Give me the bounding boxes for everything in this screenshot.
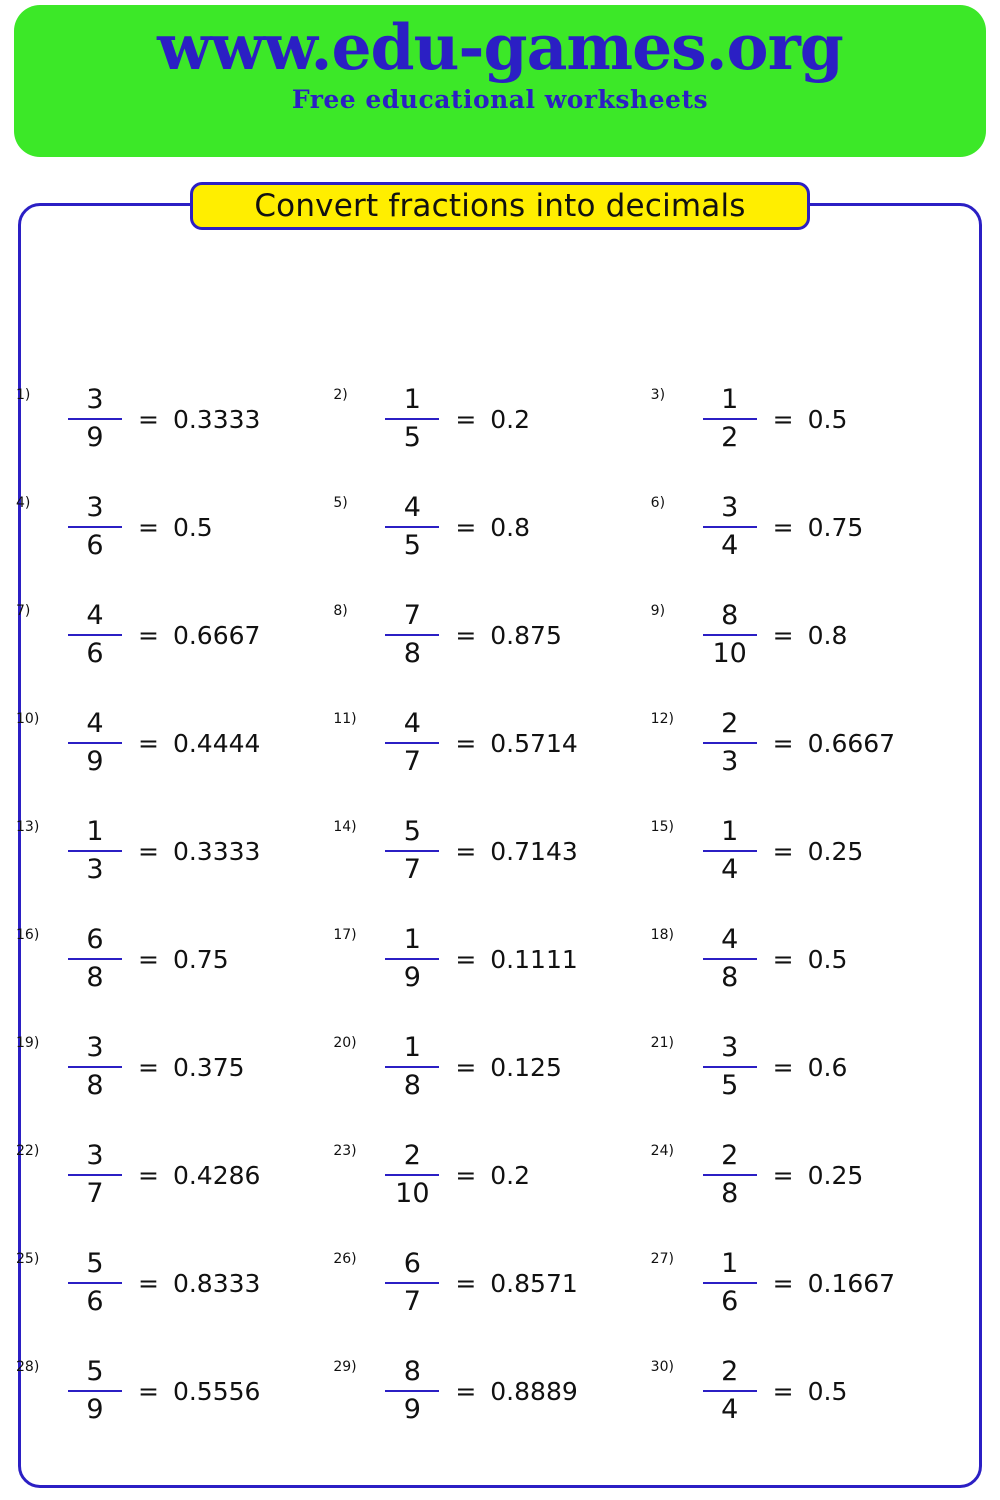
fraction-denominator: 9 — [403, 961, 421, 993]
fraction — [68, 1034, 122, 1100]
fraction — [703, 1034, 757, 1100]
problem-index: 4) — [16, 495, 31, 511]
fraction-numerator: 1 — [403, 1032, 421, 1064]
problem-index: 8) — [333, 603, 348, 619]
problem-item — [641, 1121, 958, 1229]
fraction — [385, 926, 439, 992]
answer-value: 0.875 — [490, 620, 562, 650]
fraction-denominator: 4 — [721, 1393, 739, 1425]
problem-index: 6) — [650, 495, 666, 511]
fraction — [385, 1358, 439, 1424]
fraction-numerator: 2 — [721, 1140, 739, 1172]
problem-item — [323, 689, 640, 797]
problem-item — [323, 1337, 640, 1445]
fraction-denominator: 9 — [86, 1393, 104, 1425]
equals-sign: = — [772, 512, 794, 542]
fraction-denominator: 10 — [395, 1177, 430, 1209]
fraction-numerator: 3 — [721, 492, 739, 524]
answer-value: 0.6667 — [807, 728, 896, 758]
problem-index: 17) — [333, 927, 357, 943]
fraction-denominator: 10 — [712, 637, 747, 669]
equals-sign: = — [772, 620, 794, 650]
fraction-numerator: 1 — [721, 816, 739, 848]
equals-sign: = — [772, 1052, 794, 1082]
fraction — [385, 710, 439, 776]
equals-sign: = — [772, 404, 794, 434]
fraction-bar — [703, 418, 757, 420]
problem-index: 20) — [333, 1035, 357, 1051]
site-subtitle: Free educational worksheets — [291, 85, 709, 115]
problem-index: 18) — [650, 927, 674, 943]
fraction-bar — [703, 958, 757, 960]
fraction-bar — [68, 1390, 122, 1392]
problem-item — [323, 1121, 640, 1229]
fraction-numerator: 1 — [721, 1248, 739, 1280]
fraction-denominator: 5 — [721, 1069, 739, 1101]
fraction-numerator: 1 — [721, 384, 739, 416]
problem-index: 29) — [333, 1359, 357, 1375]
problem-index: 11) — [333, 711, 357, 727]
equals-sign: = — [455, 836, 477, 866]
fraction-bar — [385, 1066, 439, 1068]
answer-value: 0.8 — [490, 512, 531, 542]
fraction-denominator: 8 — [86, 961, 104, 993]
fraction-bar — [385, 850, 439, 852]
problem-index: 28) — [16, 1359, 40, 1375]
answer-value: 0.2 — [490, 404, 531, 434]
problem-index: 26) — [333, 1251, 357, 1267]
fraction-numerator: 5 — [403, 816, 421, 848]
fraction-numerator: 3 — [86, 1032, 104, 1064]
answer-value: 0.5 — [807, 944, 848, 974]
fraction-numerator: 3 — [721, 1032, 739, 1064]
equals-sign: = — [138, 836, 159, 866]
fraction-numerator: 8 — [721, 600, 739, 632]
fraction — [68, 818, 122, 884]
problem-index: 22) — [16, 1143, 40, 1159]
problem-item — [641, 581, 958, 689]
fraction-bar — [68, 526, 122, 528]
fraction-denominator: 3 — [721, 745, 739, 777]
fraction-numerator: 1 — [403, 924, 421, 956]
equals-sign: = — [455, 1268, 477, 1298]
fraction-bar — [703, 742, 757, 744]
fraction-bar — [385, 418, 439, 420]
fraction — [703, 386, 757, 452]
problem-index: 19) — [16, 1035, 40, 1051]
problem-index: 3) — [650, 387, 666, 403]
problem-grid — [0, 365, 964, 1445]
fraction-denominator: 4 — [721, 853, 739, 885]
fraction-bar — [68, 418, 122, 420]
problem-item — [641, 1337, 958, 1445]
answer-value: 0.8571 — [490, 1268, 578, 1298]
problem-item — [6, 689, 323, 797]
equals-sign: = — [772, 944, 794, 974]
fraction-denominator: 8 — [403, 1069, 421, 1101]
equals-sign: = — [138, 1268, 159, 1298]
answer-value: 0.5556 — [172, 1376, 261, 1406]
problem-item — [641, 473, 958, 581]
fraction-bar — [68, 1174, 122, 1176]
equals-sign: = — [138, 620, 159, 650]
problem-item — [323, 365, 640, 473]
equals-sign: = — [455, 728, 477, 758]
problem-index: 9) — [650, 603, 666, 619]
fraction-denominator: 6 — [86, 1285, 104, 1317]
equals-sign: = — [138, 404, 159, 434]
fraction-bar — [703, 526, 757, 528]
problem-item — [641, 1229, 958, 1337]
site-banner — [14, 5, 986, 157]
fraction-bar — [68, 1282, 122, 1284]
problem-index: 25) — [16, 1251, 40, 1267]
fraction-bar — [385, 1282, 439, 1284]
fraction — [703, 494, 757, 560]
fraction-bar — [385, 526, 439, 528]
problem-index: 5) — [333, 495, 348, 511]
fraction — [703, 1358, 757, 1424]
problem-index: 30) — [650, 1359, 674, 1375]
answer-value: 0.75 — [172, 944, 229, 974]
fraction-denominator: 9 — [403, 1393, 421, 1425]
problem-item — [323, 797, 640, 905]
answer-value: 0.2 — [490, 1160, 531, 1190]
answer-value: 0.5714 — [490, 728, 578, 758]
fraction — [68, 926, 122, 992]
fraction-denominator: 5 — [403, 421, 421, 453]
fraction-denominator: 6 — [86, 529, 104, 561]
fraction — [385, 386, 439, 452]
fraction-bar — [68, 634, 122, 636]
fraction-numerator: 1 — [403, 384, 421, 416]
problem-index: 12) — [650, 711, 674, 727]
problem-item — [323, 581, 640, 689]
fraction-numerator: 4 — [403, 708, 421, 740]
worksheet-title: Convert fractions into decimals — [254, 188, 746, 224]
answer-value: 0.6 — [807, 1052, 848, 1082]
fraction-bar — [385, 958, 439, 960]
answer-value: 0.3333 — [172, 404, 261, 434]
fraction-bar — [385, 1390, 439, 1392]
fraction-denominator: 7 — [403, 1285, 421, 1317]
fraction-numerator: 1 — [86, 816, 104, 848]
fraction — [68, 494, 122, 560]
problem-item — [641, 365, 958, 473]
problem-item — [641, 689, 958, 797]
fraction — [385, 818, 439, 884]
equals-sign: = — [138, 512, 159, 542]
answer-value: 0.6667 — [172, 620, 261, 650]
problem-item — [6, 1337, 323, 1445]
equals-sign: = — [455, 1160, 477, 1190]
problem-index: 15) — [650, 819, 674, 835]
fraction-denominator: 6 — [86, 637, 104, 669]
fraction-bar — [385, 634, 439, 636]
fraction-numerator: 2 — [721, 708, 739, 740]
fraction-bar — [68, 958, 122, 960]
problem-item — [323, 473, 640, 581]
problem-index: 2) — [333, 387, 348, 403]
fraction-denominator: 4 — [721, 529, 739, 561]
problem-index: 24) — [650, 1143, 674, 1159]
problem-item — [641, 797, 958, 905]
problem-item — [641, 905, 958, 1013]
answer-value: 0.75 — [807, 512, 864, 542]
equals-sign: = — [138, 728, 159, 758]
fraction-denominator: 8 — [721, 1177, 739, 1209]
equals-sign: = — [138, 1052, 159, 1082]
answer-value: 0.3333 — [172, 836, 261, 866]
answer-value: 0.5 — [807, 1376, 848, 1406]
fraction-numerator: 2 — [403, 1140, 421, 1172]
fraction — [703, 818, 757, 884]
fraction-denominator: 9 — [86, 421, 104, 453]
fraction — [68, 386, 122, 452]
equals-sign: = — [772, 1268, 794, 1298]
fraction — [703, 926, 757, 992]
answer-value: 0.8333 — [172, 1268, 261, 1298]
fraction-numerator: 2 — [721, 1356, 739, 1388]
fraction-denominator: 8 — [403, 637, 421, 669]
equals-sign: = — [138, 944, 159, 974]
answer-value: 0.8 — [807, 620, 848, 650]
fraction — [385, 1142, 439, 1208]
problem-item — [6, 797, 323, 905]
fraction-numerator: 3 — [86, 384, 104, 416]
equals-sign: = — [455, 404, 477, 434]
answer-value: 0.25 — [807, 836, 864, 866]
equals-sign: = — [455, 620, 477, 650]
fraction-numerator: 5 — [86, 1248, 104, 1280]
problem-item — [6, 1121, 323, 1229]
fraction-numerator: 7 — [403, 600, 421, 632]
fraction — [68, 710, 122, 776]
site-title: www.edu-games.org — [157, 10, 843, 84]
fraction-bar — [68, 742, 122, 744]
fraction-denominator: 7 — [86, 1177, 104, 1209]
fraction-bar — [68, 850, 122, 852]
answer-value: 0.125 — [490, 1052, 562, 1082]
fraction — [385, 494, 439, 560]
problem-index: 21) — [650, 1035, 674, 1051]
fraction-denominator: 5 — [403, 529, 421, 561]
equals-sign: = — [455, 944, 477, 974]
problem-item — [641, 1013, 958, 1121]
problem-item — [6, 581, 323, 689]
answer-value: 0.1111 — [490, 944, 578, 974]
fraction-bar — [68, 1066, 122, 1068]
fraction — [703, 1250, 757, 1316]
fraction — [68, 1142, 122, 1208]
problem-item — [323, 905, 640, 1013]
fraction-numerator: 4 — [86, 600, 104, 632]
problem-item — [323, 1013, 640, 1121]
fraction-bar — [703, 1282, 757, 1284]
problem-index: 27) — [650, 1251, 674, 1267]
answer-value: 0.5 — [172, 512, 213, 542]
fraction-numerator: 4 — [721, 924, 739, 956]
equals-sign: = — [455, 1052, 477, 1082]
fraction-numerator: 5 — [86, 1356, 104, 1388]
fraction-denominator: 7 — [403, 745, 421, 777]
equals-sign: = — [138, 1376, 159, 1406]
fraction-bar — [703, 634, 757, 636]
problem-index: 16) — [16, 927, 40, 943]
equals-sign: = — [455, 512, 477, 542]
fraction — [385, 1034, 439, 1100]
problem-item — [6, 1013, 323, 1121]
fraction — [703, 710, 757, 776]
problem-item — [323, 1229, 640, 1337]
fraction — [68, 1250, 122, 1316]
fraction-denominator: 8 — [86, 1069, 104, 1101]
fraction-denominator: 8 — [721, 961, 739, 993]
fraction-denominator: 3 — [86, 853, 104, 885]
fraction-bar — [703, 1066, 757, 1068]
answer-value: 0.7143 — [490, 836, 578, 866]
fraction-bar — [703, 850, 757, 852]
problem-index: 7) — [16, 603, 31, 619]
fraction-bar — [385, 1174, 439, 1176]
equals-sign: = — [772, 1376, 794, 1406]
problem-index: 23) — [333, 1143, 357, 1159]
fraction-numerator: 4 — [86, 708, 104, 740]
fraction-numerator: 3 — [86, 1140, 104, 1172]
problem-item — [6, 905, 323, 1013]
fraction-numerator: 4 — [403, 492, 421, 524]
problem-item — [6, 473, 323, 581]
fraction-denominator: 7 — [403, 853, 421, 885]
fraction-numerator: 3 — [86, 492, 104, 524]
fraction-denominator: 6 — [721, 1285, 739, 1317]
problem-index: 10) — [16, 711, 40, 727]
answer-value: 0.25 — [807, 1160, 864, 1190]
fraction — [68, 1358, 122, 1424]
fraction — [68, 602, 122, 668]
answer-value: 0.5 — [807, 404, 848, 434]
answer-value: 0.4286 — [172, 1160, 261, 1190]
equals-sign: = — [455, 1376, 477, 1406]
fraction-numerator: 8 — [403, 1356, 421, 1388]
answer-value: 0.8889 — [490, 1376, 578, 1406]
worksheet-title-pill — [190, 182, 810, 230]
answer-value: 0.4444 — [172, 728, 261, 758]
fraction-denominator: 2 — [721, 421, 739, 453]
fraction-numerator: 6 — [403, 1248, 421, 1280]
fraction-bar — [703, 1174, 757, 1176]
answer-value: 0.1667 — [807, 1268, 896, 1298]
fraction-bar — [703, 1390, 757, 1392]
fraction — [385, 602, 439, 668]
fraction-numerator: 6 — [86, 924, 104, 956]
problem-index: 1) — [16, 387, 31, 403]
equals-sign: = — [772, 836, 794, 866]
answer-value: 0.375 — [172, 1052, 245, 1082]
problem-item — [6, 365, 323, 473]
fraction — [703, 1142, 757, 1208]
equals-sign: = — [138, 1160, 159, 1190]
equals-sign: = — [772, 728, 794, 758]
problem-index: 13) — [16, 819, 40, 835]
fraction-denominator: 9 — [86, 745, 104, 777]
equals-sign: = — [772, 1160, 794, 1190]
fraction — [703, 602, 757, 668]
problem-index: 14) — [333, 819, 357, 835]
fraction-bar — [385, 742, 439, 744]
fraction — [385, 1250, 439, 1316]
problem-item — [6, 1229, 323, 1337]
